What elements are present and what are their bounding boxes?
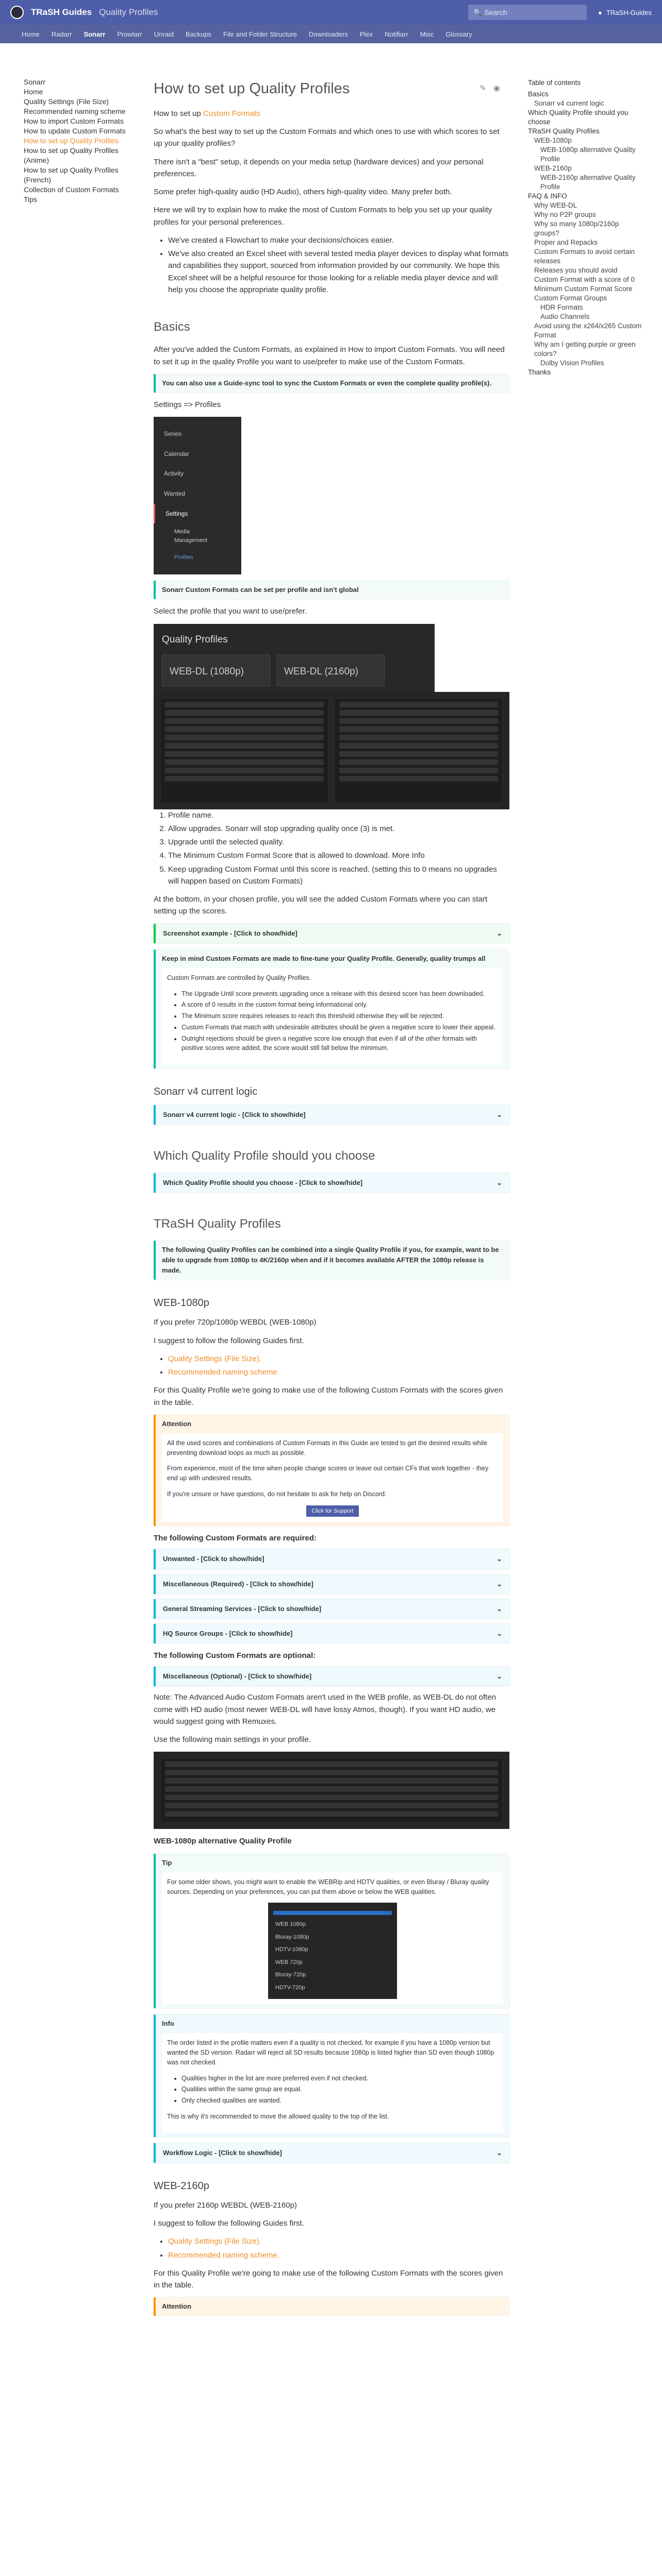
attention-admonition: Attention All the used scores and combinations of Custom Formats in this Guide are tested to get the desired results while preventing download loops as much as possible. From experience, most of the time when people change scores or leave out certain CFs that work together - they end up with undesired results. If you're unsure or have questions, do not hesitate to ask for help on Discord. Click for Support <box>154 1415 509 1526</box>
github-icon: ● <box>598 8 602 16</box>
toc-item[interactable]: TRaSH Quality Profiles <box>528 127 600 135</box>
quality-item: HDTV-720p <box>275 1984 305 1991</box>
heading-which-profile: Which Quality Profile should you choose <box>154 1149 375 1163</box>
info-bullet: • Qualities within the same group are equal. <box>181 2084 498 2094</box>
tip-admonition: Tip For some older shows, you might want to enable the WEBRip and HDTV qualities, or even Bluray / Bluray quality sources. Depending on your preferences, you can put them above or below the WEB qualities. WEB 1080p Bluray-1080p HDTV-1080p WEB 720p Bluray-720p HDTV-720p <box>154 1854 509 2009</box>
sidebar-item[interactable]: How to set up Quality Profiles (Anime) <box>24 146 119 164</box>
alt-profile-heading: WEB-1080p alternative Quality Profile <box>154 1837 292 1846</box>
nav-downloaders[interactable]: Downloaders <box>309 30 348 38</box>
suggest-text: I suggest to follow the following Guides first. <box>154 1336 304 1345</box>
select-profile-text: Select the profile that you want to use/prefer. <box>154 607 307 616</box>
toc-item[interactable]: HDR Formats <box>540 303 583 311</box>
chevron-down-icon: ⌄ <box>496 1555 502 1563</box>
tip-text: For some older shows, you might want to enable the WEBRip and HDTV qualities, or even Bluray / Bluray quality sources. Depending on your preferences, you can put them above or below the WEB qualities. <box>167 1878 489 1895</box>
sidebar-item[interactable]: Home <box>24 88 43 96</box>
required-heading: The following Custom Formats are required: <box>154 1534 317 1543</box>
chevron-down-icon: ⌄ <box>496 2148 502 2157</box>
page-subtitle: Quality Profiles <box>99 7 158 17</box>
nav-glossary[interactable]: Glossary <box>445 30 472 38</box>
heading-web-1080p: WEB-1080p <box>154 1297 209 1309</box>
main-settings-text: Use the following main settings in your profile. <box>154 1735 311 1744</box>
menu-wanted: Wanted <box>164 490 185 498</box>
misc-required-collapse[interactable]: Miscellaneous (Required) - [Click to show/hide] ⌄ <box>154 1574 509 1594</box>
chevron-down-icon: ⌄ <box>496 1580 502 1588</box>
toc-item[interactable]: Releases you should avoid <box>534 266 618 274</box>
also-label: How to set up <box>154 109 201 118</box>
heading-trash-profiles: TRaSH Quality Profiles <box>154 1216 281 1231</box>
for-this-profile-text: For this Quality Profile we're going to make use of the following Custom Formats with the scores given in the table. <box>154 2268 503 2290</box>
toc-title: Table of contents <box>528 79 581 87</box>
menu-settings: Settings <box>154 504 241 524</box>
menu-calendar: Calendar <box>164 450 189 457</box>
main-content <box>154 77 509 2322</box>
custom-formats-link[interactable]: Custom Formats <box>203 109 260 118</box>
toc-item[interactable]: WEB-2160p <box>534 164 572 172</box>
combine-profiles-admonition: The following Quality Profiles can be combined into a single Quality Profile if you, for example, want to be able to upgrade from 1080p to 4K/2160p when and if it becomes available AFTER the 1080p release is made. <box>154 1241 509 1280</box>
info-text: The order listed in the profile matters even if a quality is not checked, for example if you have a 1080p version but wanted the SD version. Radarr will reject all SD results because 1080p is listed higher than SD even though 1080p was not checked. <box>167 2039 494 2066</box>
nav-sonarr[interactable]: Sonarr <box>84 30 106 38</box>
toc-item[interactable]: Why so many 1080p/2160p groups? <box>534 220 619 237</box>
step-item: 3. Upgrade until the selected quality. <box>168 836 509 848</box>
nav-home[interactable]: Home <box>22 30 40 38</box>
toc-item[interactable]: WEB-1080p <box>534 137 572 144</box>
chevron-down-icon: ⌄ <box>496 1629 502 1637</box>
v4-logic-collapse[interactable]: Sonarr v4 current logic - [Click to show/hide] ⌄ <box>154 1105 509 1125</box>
toc-item[interactable]: Thanks <box>528 368 551 376</box>
sidebar-left <box>24 77 127 205</box>
profile-settings-screenshot <box>154 692 509 809</box>
chevron-down-icon: ⌄ <box>496 1604 502 1613</box>
nav-prowlarr[interactable]: Prowlarr <box>117 30 142 38</box>
menu-media-management: Media Management <box>174 529 208 544</box>
page-title: How to set up Quality Profiles <box>154 80 350 97</box>
sidebar-section-title: Sonarr <box>24 78 46 86</box>
toc-item[interactable]: Custom Format Groups <box>534 294 607 302</box>
flowchart-bullet: • We've created a Flowchart to make your decisions/choices easier. <box>168 234 509 246</box>
support-button[interactable]: Click for Support <box>306 1505 358 1517</box>
keep-in-mind-admonition: Keep in mind Custom Formats are made to fine-tune your Quality Profile. Generally, quality trumps all Custom Formats are controlled by Quality Profiles. • The Upgrade Until score prevents upgrading once a release with this desired score has been downloaded. • A score of 0 results in the custom format being informational only. • The Minimum score requires releases to reach this threshold otherwise they will be rejected. • Custom Formats that match with undesirable attributes should be given a negative score to lower their appeal. • Outright rejections should be given a negative score low enough that even if all of the other formats with positive scores were added, the score would still fall below the minimum. <box>154 950 509 1069</box>
toc-item[interactable]: Avoid using the x264/x265 Custom Format <box>534 322 642 339</box>
qp-card-2160p: WEB-DL (2160p) <box>276 654 385 686</box>
heading-web-2160p: WEB-2160p <box>154 2180 209 2192</box>
top-bar <box>0 0 662 25</box>
sidebar-item[interactable]: How to update Custom Formats <box>24 127 126 135</box>
table-of-contents <box>528 78 644 377</box>
site-title[interactable]: TRaSH Guides <box>31 7 92 17</box>
toc-item[interactable]: Why am I getting purple or green colors? <box>534 341 636 358</box>
qp-title: Quality Profiles <box>162 634 228 645</box>
view-source-icon[interactable]: ◉ <box>493 84 500 93</box>
step-item: 4. The Minimum Custom Format Score that is allowed to download. More Info <box>168 850 509 861</box>
sidebar-item[interactable]: Recommended naming scheme <box>24 107 126 115</box>
prefer-2160p-text: If you prefer 2160p WEBDL (WEB-2160p) <box>154 2200 297 2210</box>
nav-notifiarr[interactable]: Notifiarr <box>385 30 408 38</box>
qp-card-1080p: WEB-DL (1080p) <box>162 654 270 686</box>
info-bullet: • Only checked qualities are wanted. <box>181 2096 498 2106</box>
quality-item: Bluray-1080p <box>275 1934 309 1940</box>
sidebar-item[interactable]: Collection of Custom Formats <box>24 185 119 194</box>
attention-text: From experience, most of the time when people change scores or leave out certain CFs that work together - they end up with undesired results. <box>167 1465 489 1482</box>
hq-source-groups-collapse[interactable]: HQ Source Groups - [Click to show/hide] ⌄ <box>154 1624 509 1643</box>
keep-in-mind-bullet: • Outright rejections should be given a negative score low enough that even if all of the other formats with positive scores were added, the score would still fall below the minimum. <box>181 1034 498 1054</box>
toc-item[interactable]: Dolby Vision Profiles <box>540 359 604 367</box>
step-item: 2. Allow upgrades. Sonarr will stop upgrading quality once (3) is met. <box>168 823 509 835</box>
nav-file-folder[interactable]: File and Folder Structure <box>223 30 297 38</box>
toc-item[interactable]: WEB-2160p alternative Quality Profile <box>540 174 636 191</box>
sidebar-item[interactable]: Quality Settings (File Size) <box>24 97 109 106</box>
search-icon: 🔍 <box>473 8 485 16</box>
keep-in-mind-bullet: • Custom Formats that match with undesirable attributes should be given a negative score to lower their appeal. <box>181 1023 498 1032</box>
keep-in-mind-bullet: • The Upgrade Until score prevents upgrading once a release with this desired score has been downloaded. <box>181 989 498 999</box>
nav-misc[interactable]: Misc <box>420 30 434 38</box>
guide-link-quality-settings[interactable]: Quality Settings (File Size). <box>168 2237 261 2246</box>
nav-plex[interactable]: Plex <box>359 30 373 38</box>
quality-item: WEB 1080p <box>275 1921 306 1928</box>
chevron-down-icon: ⌄ <box>496 929 502 937</box>
toc-item[interactable]: FAQ & INFO <box>528 192 567 200</box>
heading-v4-logic: Sonarr v4 current logic <box>154 1086 258 1098</box>
guide-link-naming[interactable]: Recommended naming scheme. <box>168 1368 279 1377</box>
guide-link-naming[interactable]: Recommended naming scheme. <box>168 2250 279 2260</box>
streaming-services-collapse[interactable]: General Streaming Services - [Click to show/hide] ⌄ <box>154 1599 509 1619</box>
toc-item[interactable]: Sonarr v4 current logic <box>534 99 604 107</box>
main-settings-screenshot <box>154 1752 509 1829</box>
menu-series: Series <box>164 430 182 438</box>
nav-unraid[interactable]: Unraid <box>154 30 174 38</box>
toc-item[interactable]: Audio Channels <box>540 313 590 320</box>
note-text: Note: The Advanced Audio Custom Formats aren't used in the WEB profile, as WEB-DL do not often come with HD audio (most newer WEB-DL will have lossy Atmos, though). If you want HD audio, we would suggest going with Remuxes. <box>154 1693 496 1726</box>
intro-paragraph: There isn't a "best" setup, it depends on your media setup (hardware devices) and your personal preferences. <box>154 157 484 178</box>
site-logo[interactable] <box>10 6 24 19</box>
suggest-text: I suggest to follow the following Guides first. <box>154 2219 304 2228</box>
excel-bullet: • We've also created an Excel sheet with several tested media player devices to display what formats and capabilities they support, sourced from information provided by our community. We hope this Excel sheet will be a helpful resource for those looking for a reliable media player device and will help you choose the appropriate quality profile. <box>168 248 509 296</box>
qualities-screenshot <box>268 1903 397 1999</box>
sonarr-menu-screenshot <box>154 417 241 574</box>
toc-item[interactable]: Basics <box>528 90 549 98</box>
quality-profiles-screenshot <box>154 624 435 692</box>
toc-item[interactable]: Custom Format with a score of 0 <box>534 276 635 283</box>
chevron-down-icon: ⌄ <box>496 1178 502 1187</box>
keep-in-mind-bullet: • A score of 0 results in the custom format being informational only. <box>181 1000 498 1010</box>
basics-paragraph: After you've added the Custom Formats, as explained in How to import Custom Formats. You will need to set it up in the quality Profile you want to use/prefer to make use of the Custom Formats. <box>154 345 505 366</box>
info-bullet: • Qualities higher in the list are more preferred even if not checked. <box>181 2074 498 2083</box>
keep-in-mind-bullet: • The Minimum score requires releases to reach this threshold otherwise they will be rejected. <box>181 1011 498 1021</box>
prefer-1080p-text: If you prefer 720p/1080p WEBDL (WEB-1080p) <box>154 1318 317 1327</box>
toc-item[interactable]: Custom Formats to avoid certain releases <box>534 248 635 265</box>
optional-heading: The following Custom Formats are optional: <box>154 1651 316 1660</box>
chevron-down-icon: ⌄ <box>496 1111 502 1119</box>
attention-text: If you're unsure or have questions, do not hesitate to ask for help on Discord. <box>167 1490 387 1498</box>
step-item: 1. Profile name. <box>168 809 509 821</box>
nav-backups[interactable]: Backups <box>186 30 211 38</box>
intro-paragraph: Some prefer high-quality audio (HD Audio), others high-quality video. Many prefer both. <box>154 188 452 197</box>
intro-paragraph: Here we will try to explain how to make the most of Custom Formats to help you set up your quality profiles for your personal preferences. <box>154 206 492 227</box>
menu-profiles: Profiles <box>174 554 193 561</box>
sidebar-item-current[interactable]: How to set up Quality Profiles <box>24 137 119 145</box>
search-input[interactable]: 🔍 Search <box>468 5 587 20</box>
for-this-profile-text: For this Quality Profile we're going to make use of the following Custom Formats with the scores given in the table. <box>154 1386 503 1407</box>
keep-in-mind-line: Custom Formats are controlled by Quality Profiles. <box>167 974 311 981</box>
main-nav <box>0 25 662 43</box>
heading-basics: Basics <box>154 320 190 334</box>
toc-item[interactable]: Minimum Custom Format Score <box>534 285 633 293</box>
screenshot-example-collapse[interactable]: Screenshot example - [Click to show/hide] ⌄ <box>154 924 509 943</box>
edit-icon[interactable]: ✎ <box>479 84 486 93</box>
attention-admonition: Attention <box>154 2297 509 2316</box>
repo-link[interactable]: ● TRaSH-Guides <box>598 8 652 16</box>
quality-item: Bluray-720p <box>275 1972 306 1978</box>
toc-item[interactable]: WEB-1080p alternative Quality Profile <box>540 146 636 163</box>
tip-sync-admonition: You can also use a Guide-sync tool to sync the Custom Formats or even the complete quality profile(s). <box>154 374 509 393</box>
guide-link-quality-settings[interactable]: Quality Settings (File Size). <box>168 1354 261 1363</box>
settings-path: Settings => Profiles <box>154 400 221 410</box>
info-admonition: Info The order listed in the profile matters even if a quality is not checked, for example if you have a 1080p version but wanted the SD version. Radarr will reject all SD results because 1080p is listed higher than SD even though 1080p was not checked. • Qualities higher in the list are more preferred even if not checked. • Qualities within the same group are equal. • Only checked qualities are wanted. This is why it's recommended to move the allowed quality to the top of the list. <box>154 2014 509 2137</box>
intro-paragraph: So what's the best way to set up the Custom Formats and which ones to use with which scores to set up your quality profiles? <box>154 127 500 148</box>
toc-item[interactable]: Which Quality Profile should you choose <box>528 109 628 126</box>
workflow-logic-collapse[interactable]: Workflow Logic - [Click to show/hide] ⌄ <box>154 2143 509 2163</box>
quality-item: HDTV-1080p <box>275 1946 308 1953</box>
which-profile-collapse[interactable]: Which Quality Profile should you choose - [Click to show/hide] ⌄ <box>154 1173 509 1193</box>
bottom-paragraph: At the bottom, in your chosen profile, you will see the added Custom Formats where you can start setting up the scores. <box>154 895 487 916</box>
chevron-down-icon: ⌄ <box>496 1672 502 1681</box>
step-item: 5. Keep upgrading Custom Format until this score is reached. (setting this to 0 means no upgrades will happen based on Custom Formats) <box>168 863 509 888</box>
sidebar-item[interactable]: Tips <box>24 195 37 204</box>
sidebar-item[interactable]: How to import Custom Formats <box>24 117 124 125</box>
toc-item[interactable]: Why no P2P groups <box>534 211 596 218</box>
quality-item: WEB 720p <box>275 1959 303 1965</box>
attention-text: All the used scores and combinations of Custom Formats in this Guide are tested to get the desired results while preventing download loops as much as possible. <box>167 1439 488 1456</box>
toc-item[interactable]: Why WEB-DL <box>534 201 577 209</box>
toc-item[interactable]: Proper and Repacks <box>534 239 598 246</box>
misc-optional-collapse[interactable]: Miscellaneous (Optional) - [Click to show/hide] ⌄ <box>154 1667 509 1686</box>
unwanted-collapse[interactable]: Unwanted - [Click to show/hide] ⌄ <box>154 1549 509 1569</box>
info-text: This is why it's recommended to move the allowed quality to the top of the list. <box>167 2112 389 2120</box>
menu-activity: Activity <box>164 470 184 478</box>
sidebar-item[interactable]: How to set up Quality Profiles (French) <box>24 166 119 184</box>
nav-radarr[interactable]: Radarr <box>51 30 72 38</box>
per-profile-admonition: Sonarr Custom Formats can be set per profile and isn't global <box>154 581 509 599</box>
